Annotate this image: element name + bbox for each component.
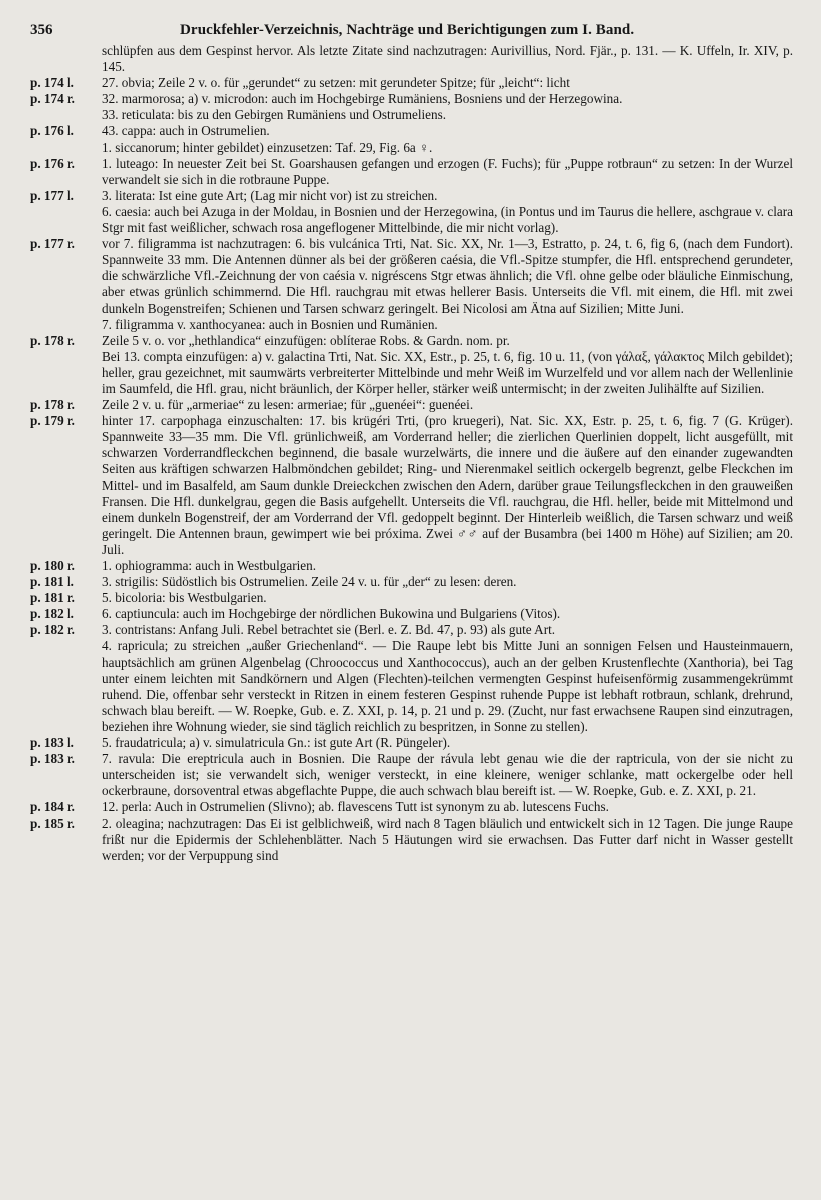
list-item bbox=[30, 413, 793, 558]
entry-reference: p. 176 r. bbox=[30, 155, 75, 171]
entry-reference: p. 177 r. bbox=[30, 236, 75, 252]
entry-text: 7. filigramma v. xanthocyanea: auch in Bosnien und Rumänien. bbox=[102, 316, 438, 332]
entry-text: 3. contristans: Anfang Juli. Rebel betrachtet sie (Berl. e. Z. Bd. 47, p. 93) als gute Art. bbox=[102, 622, 556, 638]
list-item bbox=[30, 606, 793, 622]
list-item bbox=[30, 75, 793, 91]
list-item bbox=[30, 590, 793, 606]
entry-text: schlüpfen aus dem Gespinst hervor. Als letzte Zitate sind nachzutragen: Aurivillius, Nord. Fjär., p. 131. — K. Uffeln, Ir. XIV, p. 145. bbox=[102, 43, 793, 75]
list-item bbox=[30, 638, 793, 735]
list-item bbox=[30, 188, 793, 204]
entry-reference: p. 183 l. bbox=[30, 735, 74, 751]
entry-text: 2. oleagina; nachzutragen: Das Ei ist gelblichweiß, wird nach 8 Tagen bläulich und entwickelt sich in 12 Tagen. Die junge Raupe frißt nur die Epidermis der Schlehenblätter. Nach 5 Häutungen wird sie erwachsen. Das Futter darf nicht in Wasser gestellt werden; vor der Verpuppung sind bbox=[102, 815, 793, 863]
entry-reference: p. 181 r. bbox=[30, 590, 75, 606]
entry-text: 5. fraudatricula; a) v. simulatricula Gn.: ist gute Art (R. Püngeler). bbox=[102, 735, 451, 751]
list-item bbox=[30, 799, 793, 815]
list-item bbox=[30, 140, 793, 156]
entry-text: 33. reticulata: bis zu den Gebirgen Rumäniens und Ostrumeliens. bbox=[102, 107, 447, 123]
entry-reference: p. 180 r. bbox=[30, 558, 75, 573]
entry-text: hinter 17. carpophaga einzuschalten: 17. bis krügéri Trti, (pro kruegeri), Nat. Sic. XX, Estr. p. 25, t. 6, fig. 7 (G. Krüger). Spannweite 33—35 mm. Die Vfl. grünlichweiß, am Vorderrand heller; die zierlichen Querlinien doppelt, licht ausgefüllt, mit schwarzen Vorderrandfleckchen beginnend, die basale wurzelwärts, die innere und die äußere auf den einander zugewandten Seiten aus kräftigen schwarzen Halbmöndchen gebildet; Ring- und Nierenmakel seitlich ockergelb begrenzt, gelbe Fleckchen im Mittel- und im Basalfeld, am Saum dunkle Dreieckchen zwischen den Adern, darüber graue Teilungsfleckchen in den grauweißen Fransen. Die Hfl. dunkelgrau, gegen die Basis aufgehellt. Unterseits die Vfl. rauchgrau, die Hfl. heller, beide mit Mittelmond und einem dunkeln Bogenstreif, der am Vorderrand der Vfl. gedoppelt beginnt. Der Hinterleib weißlich, die Tarsen schwarz und weiß geringelt. Die Antennen braun, gewimpert wie bei próxima. Zwei ♂♂ auf der Busambra (bei 1400 m Höhe) auf Sizilien; am 20. Juli. bbox=[102, 413, 793, 557]
entry-reference: p. 182 l. bbox=[30, 606, 74, 622]
entry-reference: p. 183 r. bbox=[30, 751, 75, 767]
entry-text: 1. ophiogramma: auch in Westbulgarien. bbox=[102, 558, 317, 573]
entry-text: 6. caesia: auch bei Azuga in der Moldau, in Bosnien und der Herzegowina, (in Pontus und im Taurus die hellere, aschgraue v. clara Stgr mit fast weißlicher, schwach rosa angeflogener Mittelbinde, die mir nicht vorlag). bbox=[102, 203, 793, 236]
entry-text: Zeile 5 v. o. vor „hethlandica“ einzufügen: oblíterae Robs. & Gardn. nom. pr. bbox=[102, 332, 510, 348]
entry-text: vor 7. filigramma ist nachzutragen: 6. bis vulcánica Trti, Nat. Sic. XX, Nr. 1—3, Estratto, p. 24, t. 6, fig 6, (nach dem Fundort). Spannweite 33 mm. Die Antennen dünner als bei der größeren caésia, die Vfl.-Spitze stumpfer, die Hfl. entsprechend gerundeter, die schwärzliche Vfl.-Zeichnung der von caésia v. nigréscens Stgr etwas ähnlich; die Vfl. ohne gelbe oder bläuliche Einmischung, aber etwas grünlich schimmernd. Die Hfl. rauchgrau mit etwas hellerer Basis. Unterseits die Vfl. mit einem, die Hfl. mit zwei dunkeln Bogenstreifen; Schienen und Tarsen schwarz geringelt. Bei Nicolosi am Ätna auf Sizilien; Mitte Juni. bbox=[102, 236, 793, 316]
list-item bbox=[30, 574, 793, 590]
list-item bbox=[30, 622, 793, 638]
entry-text: Bei 13. compta einzufügen: a) v. galactina Trti, Nat. Sic. XX, Estr., p. 25, t. 6, fig. 10 u. 11, (von γάλαξ, γάλακτος Milch gebildet); heller, grau gezeichnet, mit saumwärts verbreiterter Mittelbinde und mehr Weiß im Wurzelfeld und vor allem nach der Wellenlinie im Saumfeld, die Hfl. grau, nicht bräunlich, der Körper heller, stärker weiß untermischt; in der zweiten Julihälfte auf Sizilien. bbox=[102, 348, 793, 396]
entry-text: 1. siccanorum; hinter gebildet) einzusetzen: Taf. 29, Fig. 6a ♀. bbox=[102, 139, 433, 155]
entry-text: 4. rapricula; zu streichen „außer Griechenland“. — Die Raupe lebt bis Mitte Juni an sonnigen Felsen und Hausteinmauern, hauptsächlich am grünen Algenbelag (Chroococcus und Xanthococcus), auch an der gelben Krustenflechte (Xanthoria), bei Tag unter einem leichten mit Sandkörnern und Algen (Flechten)-teilchen vermengten Gespinst hufeisenförmig zusammengekrümmt ruhend. Die, offenbar sehr versteckt in Ritzen in einem festeren Gespinst ruhende Puppe ist lebhaft rotbraun, schlank, drehrund, schwach blau bereift. — W. Roepke, Gub. e. Z. XXI, p. 14, p. 21 und p. 29. (Zucht, nur fast erwachsene Raupen sind einzutragen, beziehen ihre Wohnung wieder, sie sind täglich reichlich zu bespritzen, in Sonne zu stellen). bbox=[102, 638, 793, 734]
list-item bbox=[30, 317, 793, 333]
list-item bbox=[30, 816, 793, 864]
entry-text: 1. luteago: In neuester Zeit bei St. Goarshausen gefangen und erzogen (F. Fuchs); für „Puppe rotbraun“ zu setzen: In der Wurzel verwandelt sie sich in die rotbraune Puppe. bbox=[102, 155, 793, 187]
list-item bbox=[30, 156, 793, 188]
list-item bbox=[30, 107, 793, 123]
entry-text: 27. obvia; Zeile 2 v. o. für „gerundet“ zu setzen: mit gerundeter Spitze; für „leicht“: licht bbox=[102, 75, 570, 91]
entry-text: 5. bicoloria: bis Westbulgarien. bbox=[102, 590, 267, 606]
list-item bbox=[30, 236, 793, 316]
entry-reference: p. 178 r. bbox=[30, 397, 75, 413]
entry-text: 3. literata: Ist eine gute Art; (Lag mir nicht vor) ist zu streichen. bbox=[102, 187, 438, 203]
entry-reference: p. 184 r. bbox=[30, 799, 75, 815]
entry-reference: p. 182 r. bbox=[30, 622, 75, 638]
list-item bbox=[30, 751, 793, 799]
list-item bbox=[30, 91, 793, 107]
entry-text: 12. perla: Auch in Ostrumelien (Slivno); ab. flavescens Tutt ist synonym zu ab. lutescens Fuchs. bbox=[102, 799, 609, 815]
entry-reference: p. 185 r. bbox=[30, 815, 75, 831]
page-number: 356 bbox=[30, 22, 53, 38]
entry-text: 7. ravula: Die ereptricula auch in Bosnien. Die Raupe der rávula lebt genau wie die der raptricula, von der sie nicht zu unterscheiden ist; sie verwandelt sich, weniger versteckt, in eine kleinere, weniger schlanke, matt ockergelbe oder hell ockerbraune, dorsoventral etwas abgeflachte Puppe, die auch schwach blau bereift ist. — W. Roepke, Gub. e. Z. XXI, p. 21. bbox=[102, 751, 793, 799]
list-item bbox=[30, 43, 793, 75]
page-header bbox=[30, 22, 793, 39]
entry-reference: p. 176 l. bbox=[30, 123, 74, 139]
list-item bbox=[30, 735, 793, 751]
entry-text: Zeile 2 v. u. für „armeriae“ zu lesen: armeriae; für „guenéei“: guenéei. bbox=[102, 397, 474, 413]
list-item bbox=[30, 558, 793, 574]
entry-text: 3. strigilis: Südöstlich bis Ostrumelien. Zeile 24 v. u. für „der“ zu lesen: deren. bbox=[102, 574, 517, 590]
entry-reference: p. 178 r. bbox=[30, 332, 75, 348]
list-item bbox=[30, 204, 793, 236]
entry-reference: p. 174 l. bbox=[30, 75, 74, 91]
entry-reference: p. 177 l. bbox=[30, 187, 74, 203]
list-item bbox=[30, 349, 793, 397]
entry-reference: p. 179 r. bbox=[30, 413, 75, 429]
entry-text: 6. captiuncula: auch im Hochgebirge der nördlichen Bukowina und Bulgariens (Vitos). bbox=[102, 606, 561, 622]
entry-text: 43. cappa: auch in Ostrumelien. bbox=[102, 123, 270, 139]
entry-reference: p. 181 l. bbox=[30, 574, 74, 590]
running-title: Druckfehler-Verzeichnis, Nachträge und Berichtigungen zum I. Band. bbox=[180, 22, 635, 38]
entry-reference: p. 174 r. bbox=[30, 91, 75, 107]
entry-text: 32. marmorosa; a) v. microdon: auch im Hochgebirge Rumäniens, Bosniens und der Herzegowina. bbox=[102, 91, 623, 107]
list-item bbox=[30, 123, 793, 139]
list-item bbox=[30, 333, 793, 349]
entries-list bbox=[30, 43, 793, 864]
list-item bbox=[30, 397, 793, 413]
